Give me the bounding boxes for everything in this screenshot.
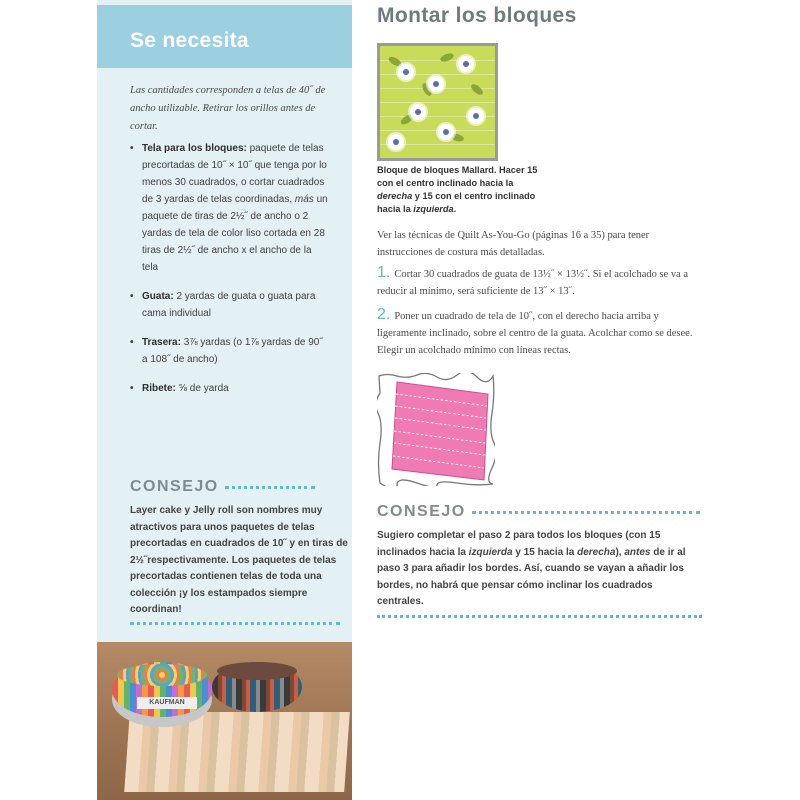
materials-item-backing: • Trasera: 3⅞ yardas (o 1⅞ yardas de 90˝ a 108˝ de ancho) xyxy=(130,334,330,368)
fabric-square xyxy=(392,382,488,480)
flower-icon xyxy=(398,64,414,80)
roll-label: KAUFMAN xyxy=(137,697,197,709)
flower-icon xyxy=(410,104,426,120)
fabric-rolls-photo xyxy=(97,642,352,800)
layer-cake-fabric xyxy=(124,712,350,792)
sidebar-tip-heading: CONSEJO xyxy=(130,478,315,496)
sidebar xyxy=(97,0,352,800)
step-1: 1. Cortar 30 cuadrados de guata de 13½˝ × 13½˝. Si el acolchado se va a reducir al mínimo, será suficiente de 13˝ × 13˝. xyxy=(377,264,689,297)
dotted-rule xyxy=(225,486,315,489)
materials-item-batting: • Guata: 2 yardas de guata o guata para cama individual xyxy=(130,288,330,322)
flower-icon xyxy=(438,124,454,140)
section-title: Montar los bloques xyxy=(377,4,577,27)
main-tip-heading: CONSEJO xyxy=(377,503,700,521)
flower-icon xyxy=(388,134,404,150)
jelly-roll-dark-top xyxy=(217,662,297,680)
materials-list xyxy=(130,140,330,409)
dotted-divider xyxy=(377,615,702,618)
sidebar-intro: Las cantidades corresponden a telas de 40˝ de ancho utilizable. Retirar los orillos antes de cortar. xyxy=(130,85,326,132)
jelly-roll-top xyxy=(117,664,207,686)
sidebar-header xyxy=(97,5,352,68)
flower-icon xyxy=(458,56,474,72)
step-2: 2. Poner un cuadrado de tela de 10˝, con el derecho hacia arriba y ligeramente inclinado, sobre el centro de la guata. Acolchar como se desee. Elegir un acolchado mínimo con líneas rectas. xyxy=(377,306,693,356)
flower-icon xyxy=(428,76,444,92)
dotted-divider xyxy=(130,622,340,625)
main-tip-text: Sugiero completar el paso 2 para todos los bloques (con 15 inclinados hacia la izquierda y 15 hacia la derecha), antes de ir al paso 3 para añadir los bordes. Así, cuando se vayan a añadir los bordes, no habrá que pensar cómo inclinar los cuadrados centrales. xyxy=(377,530,686,607)
step-number: 1. xyxy=(377,264,391,281)
sidebar-tip-text: Layer cake y Jelly roll son nombres muy atractivos para unos paquetes de telas precortadas en cuadrados de 10˝ y en tiras de 2½˝respectivamente. Los paquetes de telas precortadas contienen telas de toda una colección ¡y los estampados siempre coordinan! xyxy=(130,505,348,615)
flower-icon xyxy=(468,108,484,124)
materials-item-binding: • Ribete: ⅝ de yarda xyxy=(130,380,330,397)
materials-item-fabric: • Tela para los bloques: paquete de telas precortadas de 10˝ × 10˝ que tenga por lo menos 30 cuadrados, o cortar cuadrados de 3 yardas de telas coordinadas, más un paquete de tiras de 2½˝ de ancho o 2 yardas de tela de color liso cortada en 28 tiras de 2½˝ de ancho x el ancho de la tela xyxy=(130,140,330,276)
block-caption: Bloque de bloques Mallard. Hacer 15 con el centro inclinado hacia la derecha y 15 con el centro inclinado hacia la izquierda. xyxy=(377,165,538,214)
step-number: 2. xyxy=(377,306,391,323)
dotted-rule xyxy=(472,511,700,514)
mallard-block-image xyxy=(377,43,498,161)
intro-paragraph: Ver las técnicas de Quilt As-You-Go (páginas 16 a 35) para tener instrucciones de costura más detalladas. xyxy=(377,230,650,258)
sidebar-title: Se necesita xyxy=(130,29,249,52)
quilt-block-diagram xyxy=(377,373,495,486)
